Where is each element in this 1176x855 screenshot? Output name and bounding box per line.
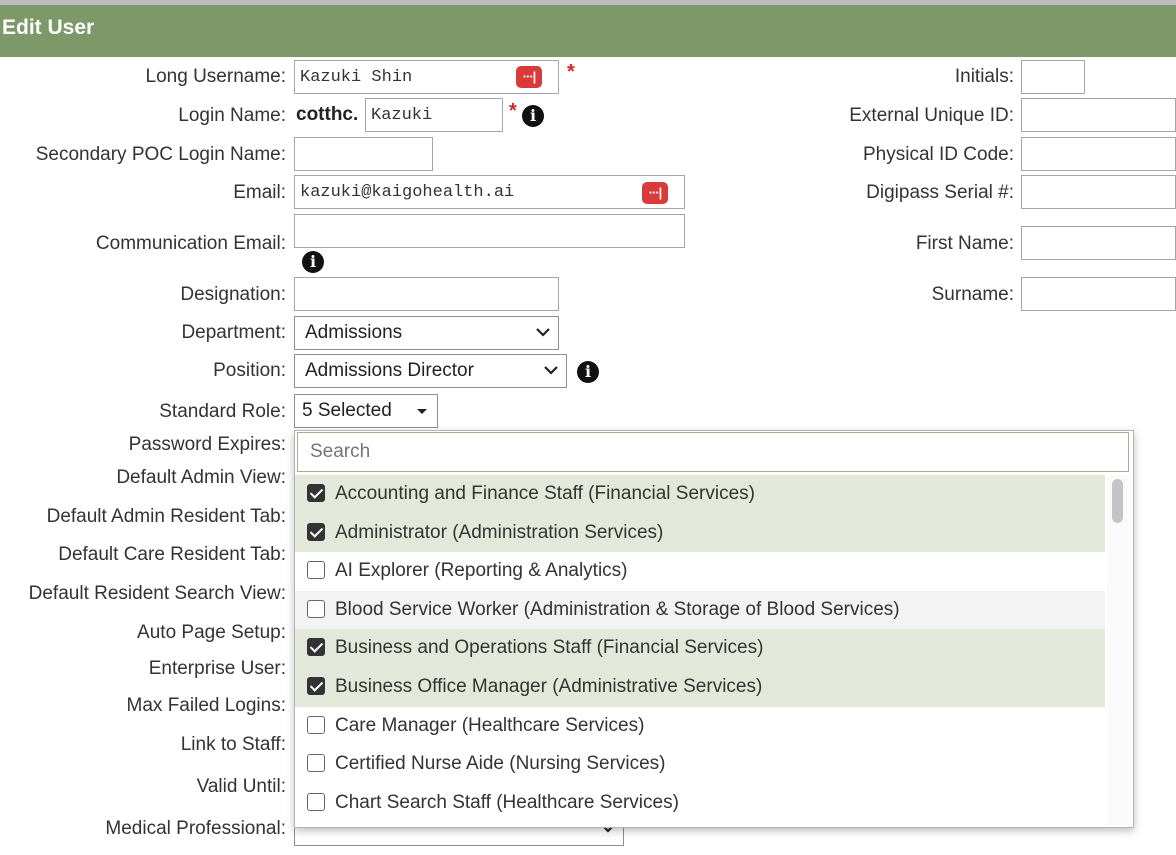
checkbox-unchecked-icon[interactable] [307,793,325,811]
checkbox-unchecked-icon[interactable] [307,561,325,579]
role-option-list [295,475,1105,825]
role-option-label: Business Office Manager (Administrative Services) [335,675,763,697]
digipass-serial-label: Digipass Serial #: [866,182,1014,203]
role-option-label: Certified Nurse Aide (Nursing Services) [335,753,666,775]
role-option[interactable] [295,745,1105,784]
initials-input[interactable] [1021,60,1085,94]
communication-email-input[interactable] [294,214,685,248]
role-option[interactable] [295,784,1105,823]
long-username-label: Long Username: [145,66,286,87]
login-name-input[interactable] [365,98,503,132]
position-select[interactable] [294,354,567,388]
initials-label: Initials: [954,66,1014,87]
checkbox-checked-icon[interactable] [307,638,325,656]
checkbox-checked-icon[interactable] [307,523,325,541]
position-info-icon[interactable]: i [577,361,599,383]
physical-id-code-input[interactable] [1021,137,1176,171]
digipass-serial-input[interactable] [1021,175,1176,209]
standard-role-dropdown [294,430,1134,828]
standard-role-button[interactable] [294,394,438,428]
checkbox-unchecked-icon[interactable] [307,600,325,618]
surname-label: Surname: [931,284,1014,305]
role-option[interactable] [295,707,1105,746]
scrollbar-thumb[interactable] [1112,479,1123,523]
login-name-info-icon[interactable]: i [522,105,544,127]
login-name-prefix: cotthc. [296,104,359,125]
required-marker: * [567,61,575,83]
checkbox-checked-icon[interactable] [307,677,325,695]
physical-id-code-label: Physical ID Code: [862,144,1014,165]
communication-email-info-icon[interactable]: i [302,251,324,273]
role-option-label: Accounting and Finance Staff (Financial Services) [335,483,755,504]
surname-input[interactable] [1021,277,1176,311]
checkbox-checked-icon[interactable] [307,484,325,502]
default-care-resident-tab-label: Default Care Resident Tab: [58,544,286,565]
chevron-down-icon [536,317,550,359]
role-list-scrollbar[interactable] [1107,475,1129,825]
link-to-staff-label: Link to Staff: [180,734,286,755]
checkbox-unchecked-icon[interactable] [307,754,325,772]
page-title: Edit User [0,5,1176,57]
valid-until-label: Valid Until: [196,776,286,797]
auto-page-setup-label: Auto Page Setup: [137,622,286,643]
role-option-label: Care Manager (Healthcare Services) [335,714,645,736]
caret-down-icon [417,409,427,414]
password-expires-label: Password Expires: [128,434,286,455]
secondary-poc-label: Secondary POC Login Name: [35,144,286,165]
designation-input[interactable] [294,277,559,311]
password-manager-icon[interactable]: ···| [642,182,668,204]
standard-role-label: Standard Role: [159,401,286,422]
role-option-label: Business and Operations Staff (Financial Services) [335,637,764,659]
checkbox-unchecked-icon[interactable] [307,716,325,734]
max-failed-logins-label: Max Failed Logins: [126,695,286,716]
department-value: Admissions [305,322,403,343]
role-option[interactable] [295,668,1105,707]
role-option[interactable] [295,552,1105,591]
email-input[interactable] [294,175,685,209]
default-resident-search-view-label: Default Resident Search View: [28,583,286,604]
medical-professional-label: Medical Professional: [105,818,286,839]
role-search-input[interactable] [297,432,1129,472]
email-label: Email: [233,182,286,203]
position-label: Position: [213,360,286,381]
department-label: Department: [181,322,286,343]
default-admin-view-label: Default Admin View: [116,467,286,488]
role-option-label: Blood Service Worker (Administration & Storage of Blood Services) [335,598,900,620]
first-name-input[interactable] [1021,226,1176,260]
standard-role-value: 5 Selected [302,400,392,421]
external-unique-id-label: External Unique ID: [849,105,1014,126]
role-option[interactable] [295,514,1105,553]
password-manager-icon[interactable]: ···| [516,66,542,88]
role-option[interactable] [295,475,1105,514]
role-option[interactable] [295,591,1105,630]
department-select[interactable] [294,316,559,350]
login-name-label: Login Name: [178,105,286,126]
role-option-label: AI Explorer (Reporting & Analytics) [335,560,628,582]
default-admin-resident-tab-label: Default Admin Resident Tab: [46,506,286,527]
role-option[interactable] [295,629,1105,668]
designation-label: Designation: [180,284,286,305]
position-value: Admissions Director [305,360,474,381]
required-marker: * [509,100,517,122]
chevron-down-icon [544,355,558,397]
external-unique-id-input[interactable] [1021,98,1176,132]
enterprise-user-label: Enterprise User: [148,658,286,679]
role-option-label: Administrator (Administration Services) [335,521,664,543]
secondary-poc-input[interactable] [294,137,433,171]
role-option-label: Chart Search Staff (Healthcare Services) [335,791,679,813]
communication-email-label: Communication Email: [95,233,286,254]
first-name-label: First Name: [915,233,1014,254]
